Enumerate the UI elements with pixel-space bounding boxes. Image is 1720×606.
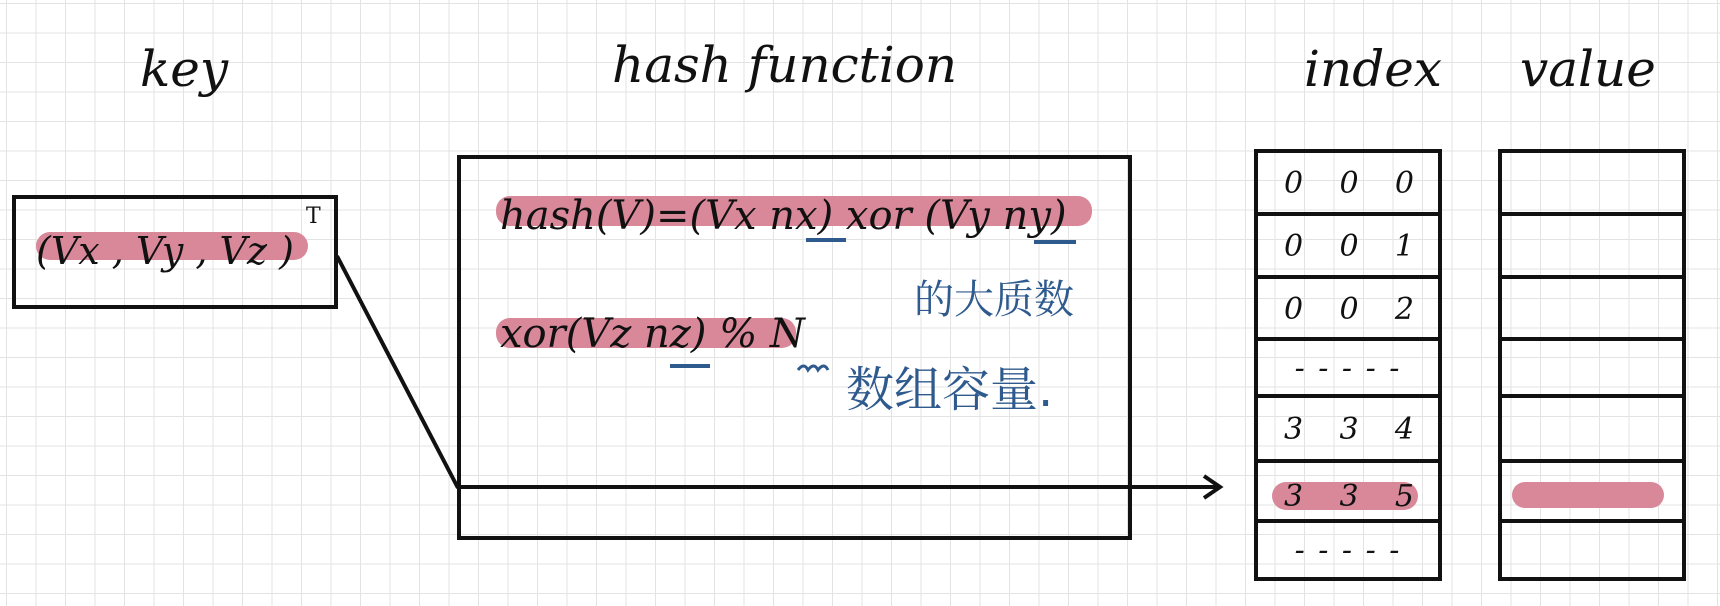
index-row: 3 3 4 [1284, 411, 1414, 447]
index-row: 0 0 0 [1284, 165, 1414, 201]
hash-formula-line1: hash(V)=(Vx nx) xor (Vy ny) [500, 193, 1067, 239]
connector-line [337, 256, 458, 488]
index-row-ellipsis: - - - - - [1294, 350, 1402, 386]
value-heading: value [1520, 40, 1656, 98]
n-underline [798, 366, 828, 370]
key-heading: key [140, 40, 229, 98]
hash-formula-line2: xor(Vz nz) % N [500, 311, 805, 357]
index-row-selected: 3 3 5 [1284, 478, 1414, 514]
key-vector: (Vx , Vy , Vz ) [36, 229, 294, 273]
hash-function-heading: hash function [612, 36, 958, 94]
index-heading: index [1304, 40, 1442, 98]
large-prime-note: 的大质数 [914, 277, 1074, 323]
index-row: 0 0 1 [1284, 228, 1414, 264]
index-row-ellipsis: - - - - - [1294, 532, 1402, 568]
array-capacity-note: 数组容量. [846, 362, 1054, 418]
transpose-mark: T [306, 204, 321, 229]
index-row: 0 0 2 [1284, 291, 1414, 327]
